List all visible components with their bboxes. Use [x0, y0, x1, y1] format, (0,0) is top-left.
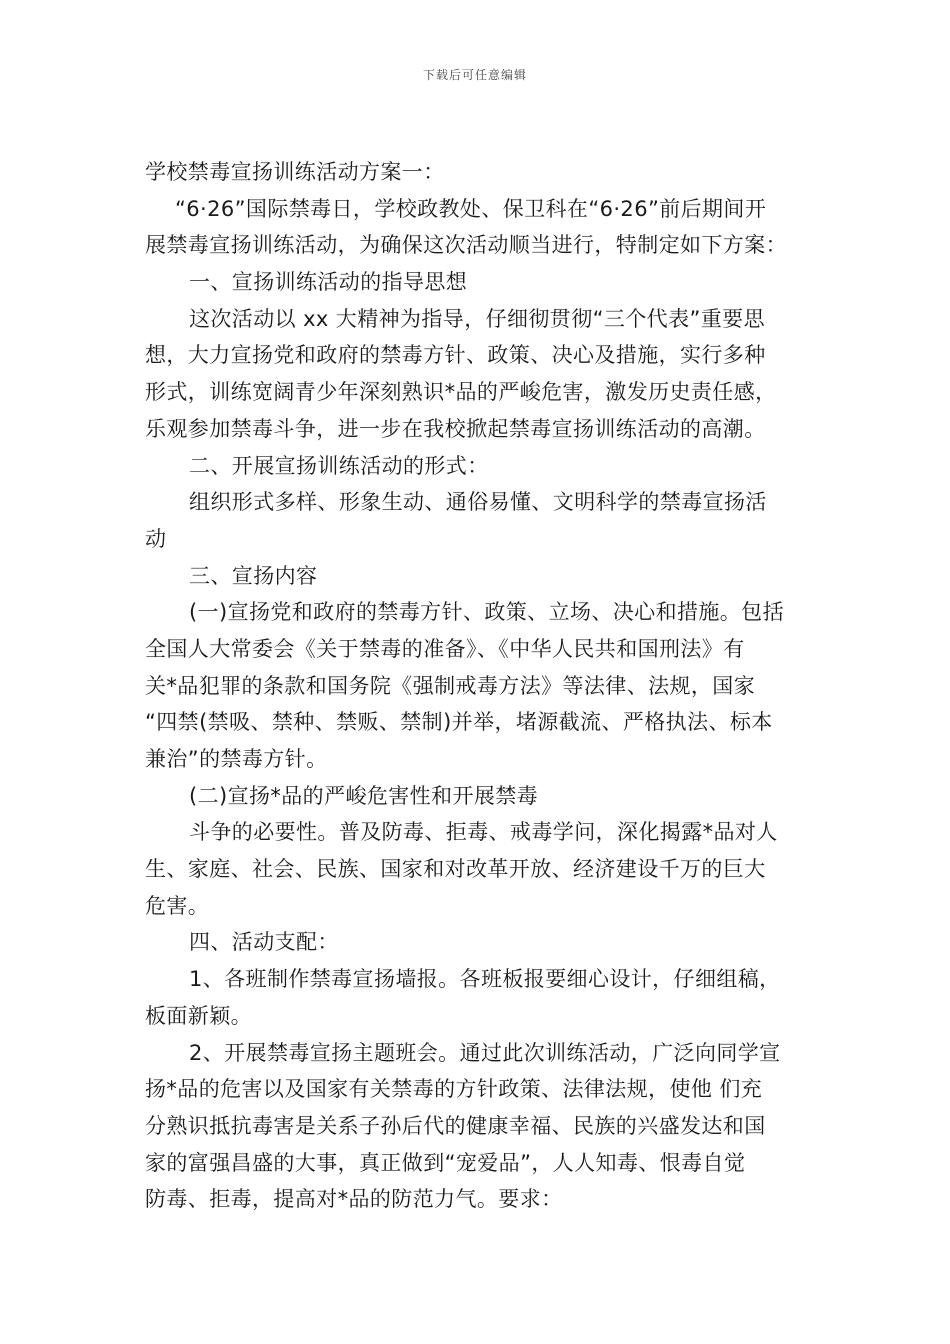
paragraph-line: 生、家庭、社会、民族、国家和对改革开放、经济建设千万的巨大 [145, 857, 766, 882]
paragraph-line: 斗争的必要性。普及防毒、拒毒、戒毒学问，深化揭露*品对人 [189, 820, 778, 845]
paragraph-line: “四禁(禁吸、禁种、禁贩、禁制)并举，堵源截流、严格执法、标本 [145, 710, 773, 735]
paragraph-line: 板面新颖。 [145, 1003, 252, 1028]
paragraph-line: 扬*品的危害以及国家有关禁毒的方针政策、法律法规，使他 们充 [145, 1077, 763, 1102]
subsection-heading: (二)宣扬*品的严峻危害性和开展禁毒 [189, 783, 539, 808]
paragraph-line: 这次活动以 xx 大精神为指导，仔细彻贯彻“三个代表”重要思 [189, 306, 765, 331]
paragraph-line: 动 [145, 526, 167, 551]
paragraph-line: 家的富强昌盛的大事，真正做到“宠爱品”，人人知毒、恨毒自觉 [145, 1150, 746, 1175]
section-heading-3: 三、宣扬内容 [189, 563, 318, 588]
paragraph-line: 关*品犯罪的条款和国务院《强制戒毒方法》等法律、法规，国家 [145, 673, 756, 698]
paragraph-line: 2、开展禁毒宣扬主题班会。通过此次训练活动，广泛向同学宣 [189, 1040, 781, 1065]
paragraph-line: 乐观参加禁毒斗争，进一步在我校掀起禁毒宣扬训练活动的高潮。 [145, 416, 766, 441]
paragraph-line: 防毒、拒毒，提高对*品的防范力气。要求： [145, 1187, 563, 1212]
page-header-note: 下载后可任意编辑 [422, 68, 527, 82]
paragraph-line: 兼治”的禁毒方针。 [145, 747, 328, 771]
section-heading-4: 四、活动支配： [189, 930, 339, 955]
document-body [145, 154, 810, 1218]
paragraph-line: 展禁毒宣扬训练活动，为确保这次活动顺当进行，特制定如下方案： [145, 233, 787, 258]
paragraph-line: 危害。 [145, 893, 210, 918]
document-title-line: 学校禁毒宣扬训练活动方案一： [145, 160, 445, 184]
paragraph-line: (一)宣扬党和政府的禁毒方针、政策、立场、决心和措施。包括 [189, 600, 784, 625]
paragraph-line: 分熟识抵抗毒害是关系子孙后代的健康幸福、民族的兴盛发达和国 [145, 1113, 766, 1138]
section-heading-1: 一、宣扬训练活动的指导思想 [189, 270, 468, 295]
paragraph-line: 全国人大常委会《关于禁毒的准备》、《中华人民共和国刑法》有 [145, 636, 745, 661]
paragraph-line: 组织形式多样、形象生动、通俗易懂、文明科学的禁毒宣扬活 [189, 490, 767, 515]
paragraph-line: 想，大力宣扬党和政府的禁毒方针、政策、决心及措施，实行多种 [145, 343, 766, 368]
paragraph-line: 1、各班制作禁毒宣扬墙报。各班板报要细心设计，仔细组稿， [189, 967, 781, 992]
paragraph-line: 形式，训练宽阔青少年深刻熟识*品的严峻危害，激发历史责任感， [145, 380, 777, 405]
paragraph-line: “6·26”国际禁毒日，学校政教处、保卫科在“6·26”前后期间开 [175, 196, 767, 221]
section-heading-2: 二、开展宣扬训练活动的形式： [189, 453, 489, 478]
